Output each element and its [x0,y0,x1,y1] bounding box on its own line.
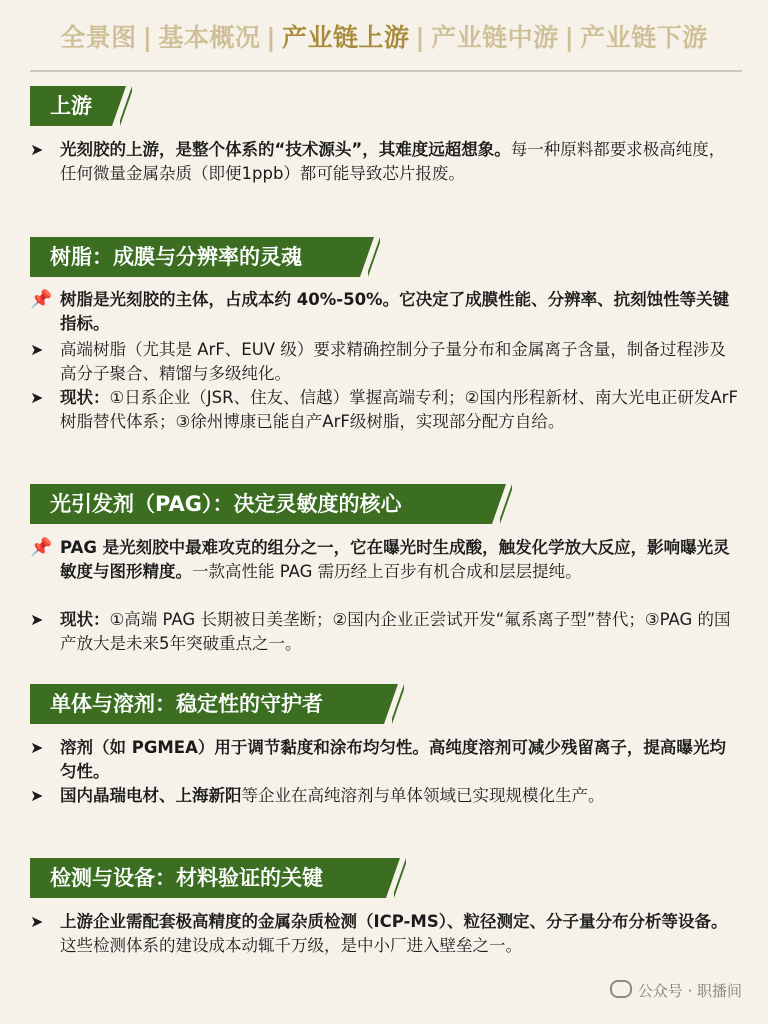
section-title: 上游 [50,94,92,118]
list-item [30,386,740,434]
pushpin-icon: 📌 [30,289,53,310]
top-nav [0,18,768,54]
bullet-text: 一款高性能 PAG 需历经上百步有机合成和层层提纯。 [192,562,582,581]
nav-separator: | [415,23,426,52]
nav-separator: | [266,23,276,52]
nav-tab-0[interactable]: 全景图 [60,23,137,52]
bullet-text: 每一种原料都要求极高纯度，任何微量金属杂质（即便1ppb）都可能导致芯片报废。 [60,140,726,183]
pushpin-icon: 📌 [30,537,53,558]
nav-tab-2[interactable]: 产业链上游 [281,23,410,52]
list-item [30,338,740,386]
nav-separator: | [564,23,575,52]
bullet-text: ①高端 PAG 长期被日美垄断；②国内企业正尝试开发“氟系离子型”替代；③PAG 的国产放大是未来5年突破重点之一。 [60,610,731,653]
arrow-bullet-icon: ➤ [30,388,44,407]
wechat-icon [610,980,632,998]
arrow-bullet-icon: ➤ [30,738,44,757]
bullet-text: 高端树脂（尤其是 ArF、EUV 级）要求精确控制分子量分布和金属离子含量，制备过程涉及高分子聚合、精馏与多级纯化。 [60,340,726,383]
arrow-bullet-icon: ➤ [30,140,44,159]
list-item [30,608,740,656]
list-item [30,138,740,186]
header-divider [30,70,742,72]
list-item [30,736,740,784]
bullet-bold: PAG 是光刻胶中最难攻克的组分之一，它在曝光时生成酸，触发化学放大反应，影响曝光灵敏度与图形精度。 [60,538,730,581]
bullet-bold: 树脂是光刻胶的主体，占成本约 40%-50%。它决定了成膜性能、分辨率、抗刻蚀性等关键指标。 [60,290,730,333]
nav-tab-1[interactable]: 基本概况 [158,23,261,52]
bullet-text: ①日系企业（JSR、住友、信越）掌握高端专利；②国内彤程新材、南大光电正研发ArF树脂替代体系；③徐州博康已能自产ArF级树脂，实现部分配方自给。 [60,388,738,431]
list-item [30,910,740,958]
watermark-text: 公众号 · 职播间 [637,982,742,1000]
list-item [30,536,740,584]
bullet-bold: 上游企业需配套极高精度的金属杂质检测（ICP-MS）、粒径测定、分子量分布分析等设备。 [60,912,728,931]
bullet-bold: 溶剂（如 PGMEA）用于调节黏度和涂布均匀性。高纯度溶剂可减少残留离子，提高曝光均匀性。 [60,738,726,781]
arrow-bullet-icon: ➤ [30,786,44,805]
bullet-bold: 光刻胶的上游，是整个体系的“技术源头”，其难度远超想象。 [60,140,511,159]
section-title: 光引发剂（PAG）：决定灵敏度的核心 [50,492,402,516]
bullet-bold: 国内晶瑞电材、上海新阳 [60,786,242,805]
watermark [610,980,742,1001]
nav-tab-3[interactable]: 产业链中游 [431,23,559,52]
bullet-bold: 现状： [60,388,110,407]
section-title: 单体与溶剂：稳定性的守护者 [50,692,323,716]
nav-separator: | [142,23,153,52]
bullet-text: 这些检测体系的建设成本动辄千万级，是中小厂进入壁垒之一。 [60,936,522,955]
bullet-text: 等企业在高纯溶剂与单体领域已实现规模化生产。 [241,786,605,805]
section-title: 树脂：成膜与分辨率的灵魂 [50,245,302,269]
nav-tab-4[interactable]: 产业链下游 [580,23,708,52]
arrow-bullet-icon: ➤ [30,340,44,359]
arrow-bullet-icon: ➤ [30,912,44,931]
arrow-bullet-icon: ➤ [30,610,44,629]
bullet-bold: 现状： [60,610,110,629]
list-item [30,288,740,336]
section-title: 检测与设备：材料验证的关键 [50,866,323,890]
list-item [30,784,740,808]
